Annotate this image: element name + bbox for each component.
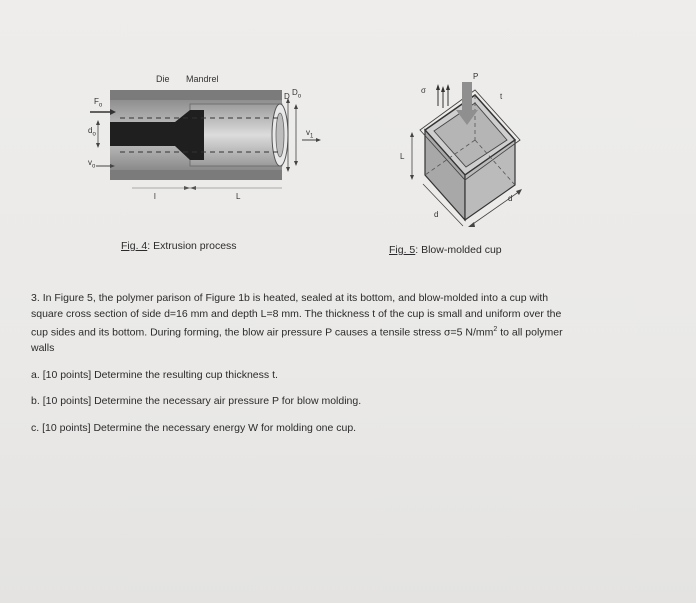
label-f0: $F_o$ — [94, 97, 103, 109]
label-D0: $D_o$ — [292, 88, 302, 100]
question-b: b. [10 points] Determine the necessary air pressure P for blow molding. — [31, 395, 362, 407]
label-d0: $d_o$ — [88, 126, 96, 138]
label-t: t — [500, 92, 503, 101]
question-c: c. [10 points] Determine the necessary energy W for molding one cup. — [31, 422, 357, 434]
label-L: L — [400, 152, 405, 161]
problem-number: 3. — [31, 292, 40, 304]
figure-5-cup — [390, 70, 540, 230]
label-v1: $v_1$ — [306, 128, 314, 140]
figure-5-caption: Fig. 5: Blow-molded cup — [389, 244, 502, 256]
cup-diagram — [390, 70, 540, 230]
label-mandrel: Mandrel — [186, 74, 219, 84]
question-a: a. [10 points] Determine the resulting cup thickness t. — [31, 369, 278, 381]
label-D: D — [284, 92, 290, 101]
figure-4-caption: Fig. 4: Extrusion process — [121, 240, 237, 252]
label-d-bottom: d — [434, 210, 439, 219]
label-v0: $v_o$ — [88, 158, 96, 170]
problem-3-statement: 3. In Figure 5, the polymer parison of Figure 1b is heated, sealed at its bottom, and blow-molded into a cup with square cross section of side d=16 mm and depth L=8 mm. The thickness t of the cup is small and uniform over the cup sides and its bottom. During forming, the blow air pressure P causes a tensile stress σ=5 $N/mm^2$ to all polymer walls — [31, 292, 563, 354]
figure-4-extrusion — [80, 70, 330, 220]
label-sigma: σ — [421, 86, 426, 95]
label-die: Die — [156, 74, 170, 84]
label-d-side: d — [508, 194, 513, 203]
label-l: l — [154, 192, 156, 201]
die-top-wall — [110, 90, 282, 100]
label-L: L — [236, 192, 241, 201]
billet — [110, 122, 175, 146]
label-P: P — [473, 72, 479, 81]
die-bottom-wall — [110, 170, 282, 180]
